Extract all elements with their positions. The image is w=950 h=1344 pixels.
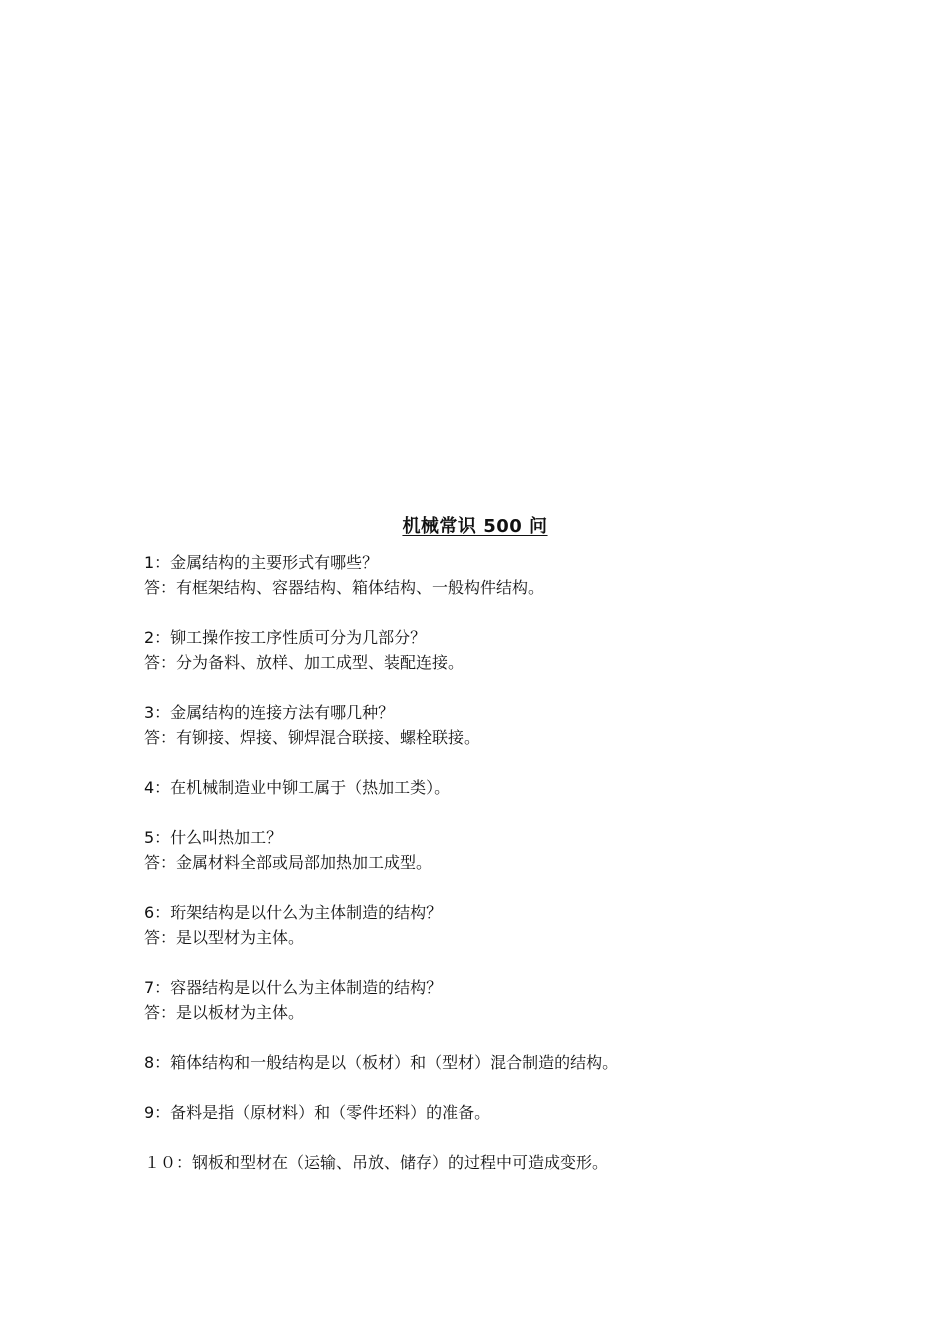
document-title: 机械常识 500 问 [402, 516, 548, 537]
answer-5: 答：金属材料全部或局部加热加工成型。 [144, 853, 433, 872]
answer-2: 答：分为备料、放样、加工成型、装配连接。 [144, 653, 465, 672]
question-7: 7：容器结构是以什么为主体制造的结构？ [144, 978, 443, 997]
qa-item-10 [144, 1150, 844, 1175]
qa-item-8 [144, 1050, 844, 1075]
qa-item-4 [144, 775, 844, 800]
question-1: 1：金属结构的主要形式有哪些？ [144, 553, 379, 572]
question-5: 5：什么叫热加工？ [144, 828, 283, 847]
qa-item-5 [144, 825, 844, 875]
answer-7: 答：是以板材为主体。 [144, 1003, 305, 1022]
question-2: 2：铆工操作按工序性质可分为几部分？ [144, 628, 427, 647]
answer-3: 答：有铆接、焊接、铆焊混合联接、螺栓联接。 [144, 728, 481, 747]
question-3: 3：金属结构的连接方法有哪几种？ [144, 703, 395, 722]
qa-list [144, 550, 844, 1200]
qa-item-9 [144, 1100, 844, 1125]
answer-6: 答：是以型材为主体。 [144, 928, 305, 947]
qa-item-2 [144, 625, 844, 675]
question-10: １０：钢板和型材在（运输、吊放、储存）的过程中可造成变形。 [144, 1153, 609, 1172]
qa-item-1 [144, 550, 844, 600]
question-8: 8：箱体结构和一般结构是以（板材）和（型材）混合制造的结构。 [144, 1053, 619, 1072]
answer-1: 答：有框架结构、容器结构、箱体结构、一般构件结构。 [144, 578, 545, 597]
question-4: 4：在机械制造业中铆工属于（热加工类）。 [144, 778, 451, 797]
question-6: 6：珩架结构是以什么为主体制造的结构？ [144, 903, 443, 922]
qa-item-7 [144, 975, 844, 1025]
qa-item-3 [144, 700, 844, 750]
qa-item-6 [144, 900, 844, 950]
question-9: 9：备料是指（原材料）和（零件坯料）的准备。 [144, 1103, 491, 1122]
